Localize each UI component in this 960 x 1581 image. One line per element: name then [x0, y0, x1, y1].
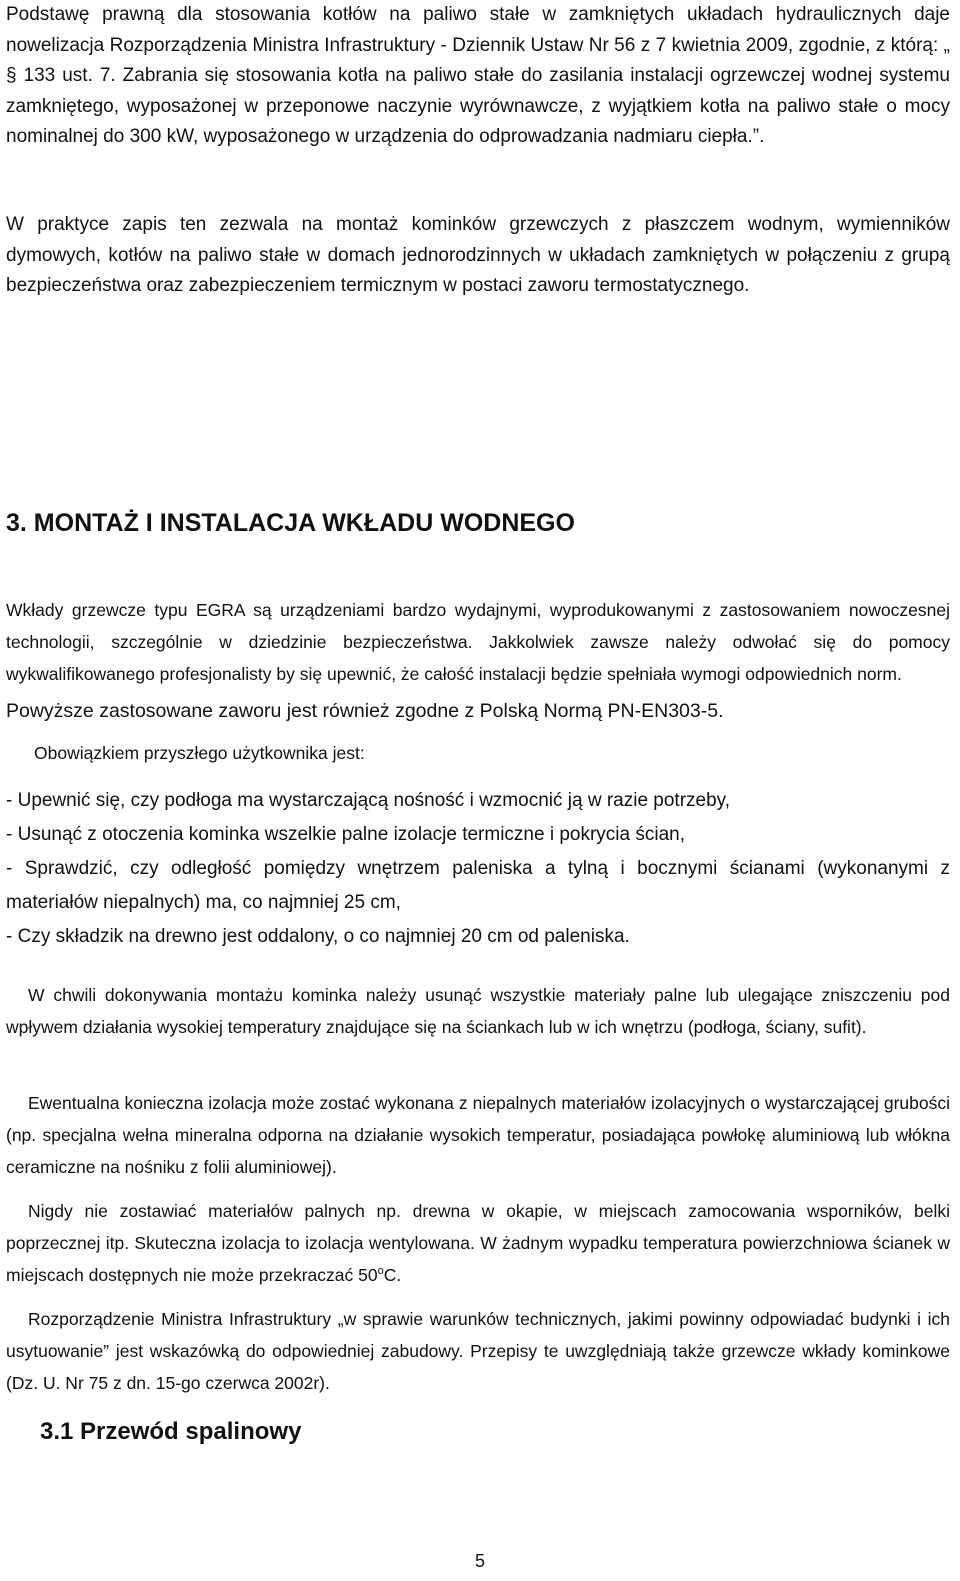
removal-paragraph: W chwili dokonywania montażu kominka należy usunąć wszystkie materiały palne lub ulegające zniszczeniu pod wpływem działania wysokiej temperatury znajdujące się na ściankach lub w ich wnętrzu (podłoga, ściany, sufit).	[6, 985, 950, 1037]
degree-superscript: o	[377, 1265, 384, 1278]
never-text-end: C.	[383, 1265, 402, 1285]
duty-item: - Usunąć z otoczenia kominka wszelkie palne izolacje termiczne i pokrycia ścian,	[6, 824, 686, 845]
duty-item: - Czy składzik na drewno jest oddalony, o co najmniej 20 cm od paleniska.	[6, 926, 630, 947]
norm-paragraph: Powyższe zastosowane zaworu jest również zgodne z Polską Normą PN-EN303-5.	[6, 700, 724, 722]
duty-item: - Upewnić się, czy podłoga ma wystarczającą nośność i wzmocnić ją w razie potrzeby,	[6, 790, 731, 811]
legal-basis-paragraph: Podstawę prawną dla stosowania kotłów na paliwo stałe w zamkniętych układach hydraulicznych daje nowelizacja Rozporządzenia Ministra Infrastruktury - Dziennik Ustaw Nr 56 z 7 kwietnia 2009, zgodnie, z którą: „ § 133 ust. 7. Zabrania się stosowania kotła na paliwo stałe do zasilania instalacji ogrzewczej wodnej systemu zamkniętego, wyposażonej w przeponowe naczynie wyrównawcze, z wyjątkiem kotła na paliwo stałe o mocy nominalnej do 300 kW, wyposażonego w urządzenia do odprowadzania nadmiaru ciepła.”.	[6, 4, 950, 147]
duty-item: - Sprawdzić, czy odległość pomiędzy wnętrzem paleniska a tylną i bocznymi ścianami (wykonanymi z materiałów niepalnych) ma, co najmniej 25 cm,	[6, 858, 950, 913]
duty-intro-paragraph: Obowiązkiem przyszłego użytkownika jest:	[34, 743, 365, 763]
never-paragraph	[6, 1195, 950, 1291]
subsection-heading: 3.1 Przewód spalinowy	[40, 1418, 302, 1445]
duty-list	[6, 784, 950, 954]
insulation-paragraph: Ewentualna konieczna izolacja może zostać wykonana z niepalnych materiałów izolacyjnych o wystarczającej grubości (np. specjalna wełna mineralna odporna na działanie wysokich temperatur, posiadająca powłokę aluminiową lub włókna ceramiczne na nośniku z folii aluminiowej).	[6, 1093, 950, 1177]
section-heading: 3. MONTAŻ I INSTALACJA WKŁADU WODNEGO	[6, 509, 575, 537]
practice-paragraph: W praktyce zapis ten zezwala na montaż kominków grzewczych z płaszczem wodnym, wymienników dymowych, kotłów na paliwo stałe w domach jednorodzinnych w układach zamkniętych w połączeniu z grupą bezpieczeństwa oraz zabezpieczeniem termicznym w postaci zaworu termostatycznego.	[6, 214, 950, 296]
page-number: 5	[474, 1551, 485, 1571]
regulation-paragraph: Rozporządzenie Ministra Infrastruktury „w sprawie warunków technicznych, jakimi powinny odpowiadać budynki i ich usytuowanie” jest wskazówką do odpowiedniej zabudowy. Przepisy te uwzględniają także grzewcze wkłady kominkowe (Dz. U. Nr 75 z dn. 15-go czerwca 2002r).	[6, 1309, 950, 1393]
never-text: Nigdy nie zostawiać materiałów palnych np. drewna w okapie, w miejscach zamocowania wsporników, belki poprzecznej itp. Skuteczna izolacja to izolacja wentylowana. W żadnym wypadku temperatura powierzchniowa ścianek w miejscach dostępnych nie może przekraczać 50	[6, 1201, 950, 1285]
egra-paragraph: Wkłady grzewcze typu EGRA są urządzeniami bardzo wydajnymi, wyprodukowanymi z zastosowaniem nowoczesnej technologii, szczególnie w dziedzinie bezpieczeństwa. Jakkolwiek zawsze należy odwołać się do pomocy wykwalifikowanego profesjonalisty by się upewnić, że całość instalacji będzie spełniała wymogi odpowiednich norm.	[6, 600, 950, 684]
